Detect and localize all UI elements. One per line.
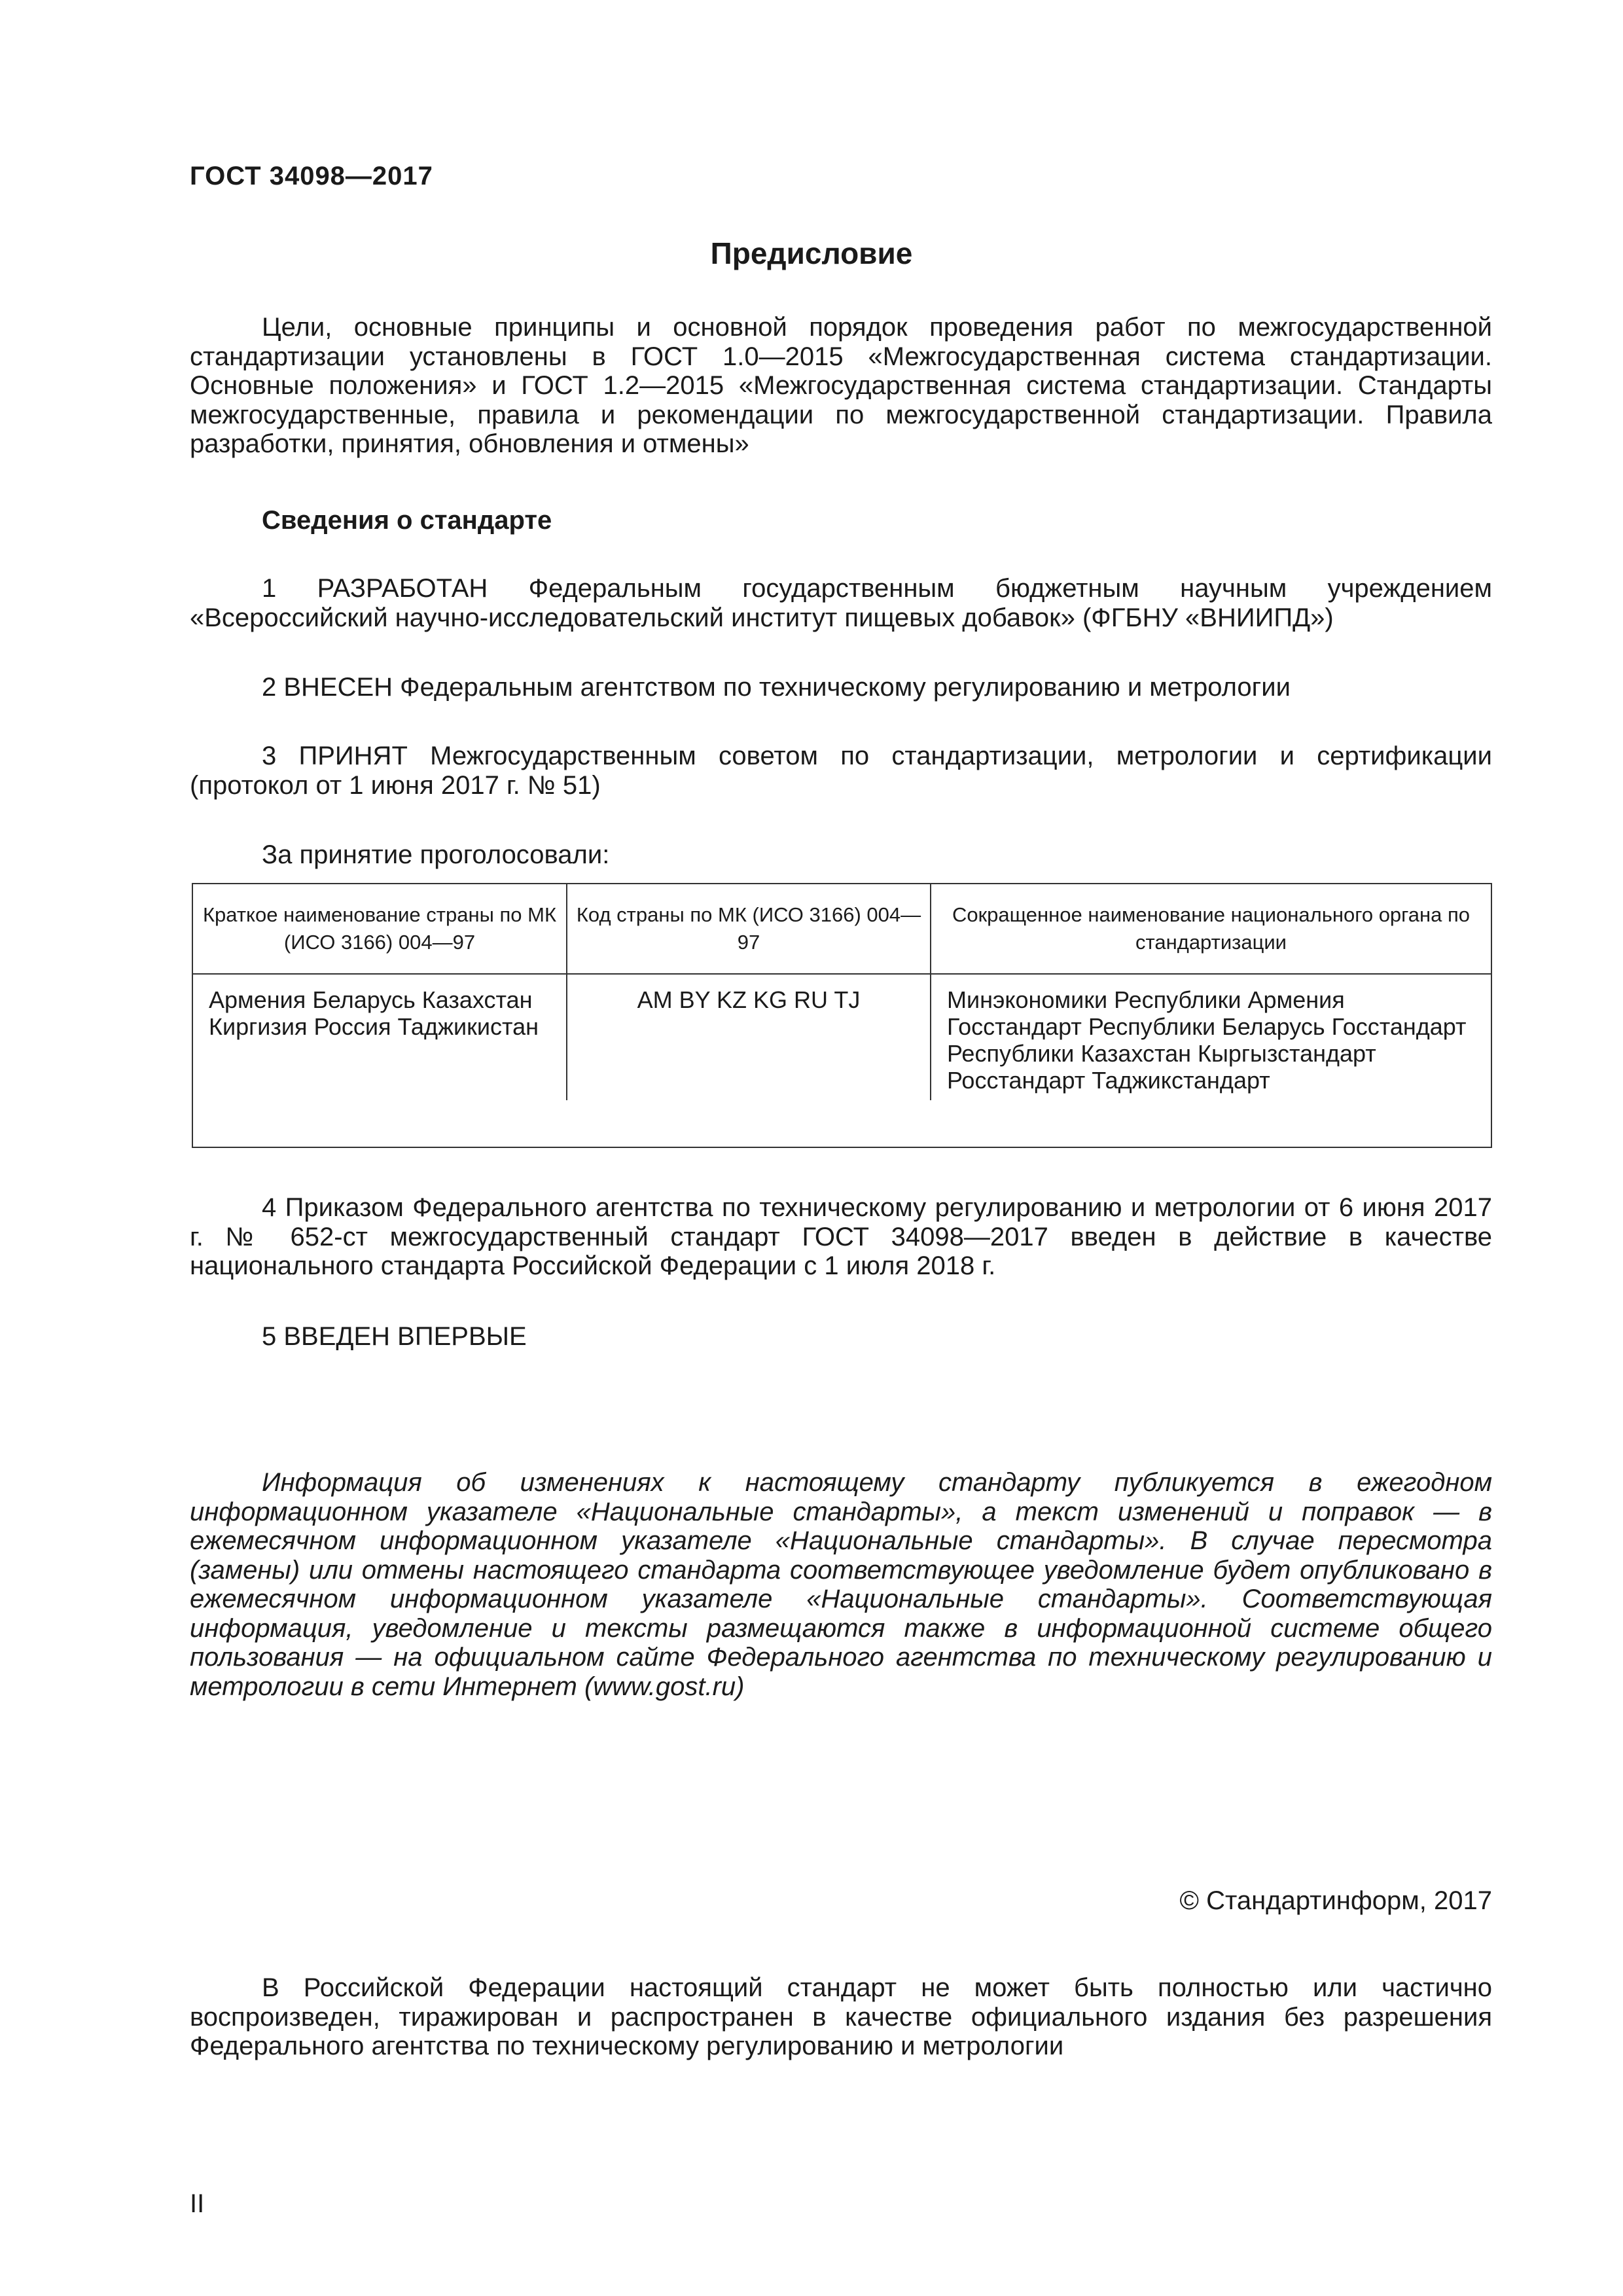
item-first-introduced: 5 ВВЕДЕН ВПЕРВЫЕ bbox=[262, 1322, 527, 1351]
item-adopted: 3 ПРИНЯТ Межгосударственным советом по стандартизации, метрологии и сертификации (протокол от 1 июня 2017 г. № 51) bbox=[190, 742, 1492, 800]
national-body: Минэкономики Республики Армения bbox=[947, 986, 1345, 1013]
intro-paragraph: Цели, основные принципы и основной порядок проведения работ по межгосударственной стандартизации установлены в ГОСТ 1.0—2015 «Межгосударственная система стандартизации. Основные положения» и ГОСТ 1.2—2015 «Межгосударственная система стандартизации. Стандарты межгосударственные, правила и рекомендации по межгосударственной стандартизации. Правила разработки, принятия, обновления и отмены» bbox=[190, 313, 1492, 458]
country-cell bbox=[193, 974, 567, 1100]
changes-info-paragraph: Информация об изменениях к настоящему стандарту публикуется в ежегодном информационном указателе «Национальные стандарты», а текст изменений и поправок — в ежемесячном информационном указателе «Национальные стандарты». В случае пересмотра (замены) или отмены настоящего стандарта соответствующее уведомление будет опубликовано в ежемесячном информационном указателе «Национальные стандарты». Соответствующая информация, уведомление и тексты размещаются также в информационной системе общего пользования — на официальном сайте Федерального агентства по техническому регулированию и метрологии в сети Интернет (www.gost.ru) bbox=[190, 1468, 1492, 1701]
document-code: ГОСТ 34098—2017 bbox=[190, 162, 433, 190]
country-code: AM bbox=[637, 986, 673, 1013]
body-cell bbox=[931, 974, 1491, 1100]
code-cell bbox=[567, 974, 931, 1100]
country-code: KG bbox=[753, 986, 788, 1013]
national-body: Кыргызстандарт bbox=[1198, 1040, 1376, 1067]
country-name: Беларусь bbox=[312, 986, 416, 1013]
country-name: Россия bbox=[313, 1013, 391, 1040]
national-body: Таджикстандарт bbox=[1092, 1067, 1270, 1094]
vote-label: За принятие проголосовали: bbox=[262, 840, 610, 869]
national-body: Госстандарт Республики Беларусь bbox=[947, 1013, 1325, 1040]
table-header-row bbox=[193, 884, 1491, 974]
reproduction-notice: В Российской Федерации настоящий стандарт не может быть полностью или частично воспроизведен, тиражирован и распространен в качестве официального издания без разрешения Федерального агентства по техническому регулированию и метрологии bbox=[190, 1973, 1492, 2060]
item-developed: 1 РАЗРАБОТАН Федеральным государственным бюджетным научным учреждением «Всероссийский научно-исследовательский институт пищевых добавок» (ФГБНУ «ВНИИПД») bbox=[190, 574, 1492, 632]
voting-table bbox=[192, 883, 1492, 1148]
column-header-body: Сокращенное наименование национального органа по стандартизации bbox=[931, 884, 1491, 974]
country-name: Казахстан bbox=[421, 986, 533, 1013]
national-body: Росстандарт bbox=[947, 1067, 1086, 1094]
page-title: Предисловие bbox=[710, 236, 913, 270]
country-name: Таджикистан bbox=[397, 1013, 539, 1040]
table-row bbox=[193, 974, 1491, 1100]
column-header-country: Краткое наименование страны по МК (ИСО 3166) 004—97 bbox=[193, 884, 567, 974]
page-number: II bbox=[190, 2189, 205, 2218]
copyright: © Стандартинформ, 2017 bbox=[1179, 1886, 1492, 1915]
item-submitted: 2 ВНЕСЕН Федеральным агентством по техническому регулированию и метрологии bbox=[262, 673, 1291, 702]
item-enacted: 4 Приказом Федерального агентства по техническому регулированию и метрологии от 6 июня 2017 г. № 652-ст межгосударственный стандарт ГОСТ 34098—2017 введен в действие в качестве национального стандарта Российской Федерации с 1 июля 2018 г. bbox=[190, 1193, 1492, 1280]
column-header-code: Код страны по МК (ИСО 3166) 004—97 bbox=[567, 884, 931, 974]
country-code: BY bbox=[679, 986, 710, 1013]
country-code: KZ bbox=[716, 986, 747, 1013]
country-code: TJ bbox=[834, 986, 861, 1013]
country-code: RU bbox=[794, 986, 829, 1013]
country-name: Армения bbox=[209, 986, 306, 1013]
country-name: Киргизия bbox=[209, 1013, 308, 1040]
national-body: Госстандарт Республики Казахстан bbox=[947, 1013, 1467, 1067]
standard-info-heading: Сведения о стандарте bbox=[262, 506, 552, 535]
